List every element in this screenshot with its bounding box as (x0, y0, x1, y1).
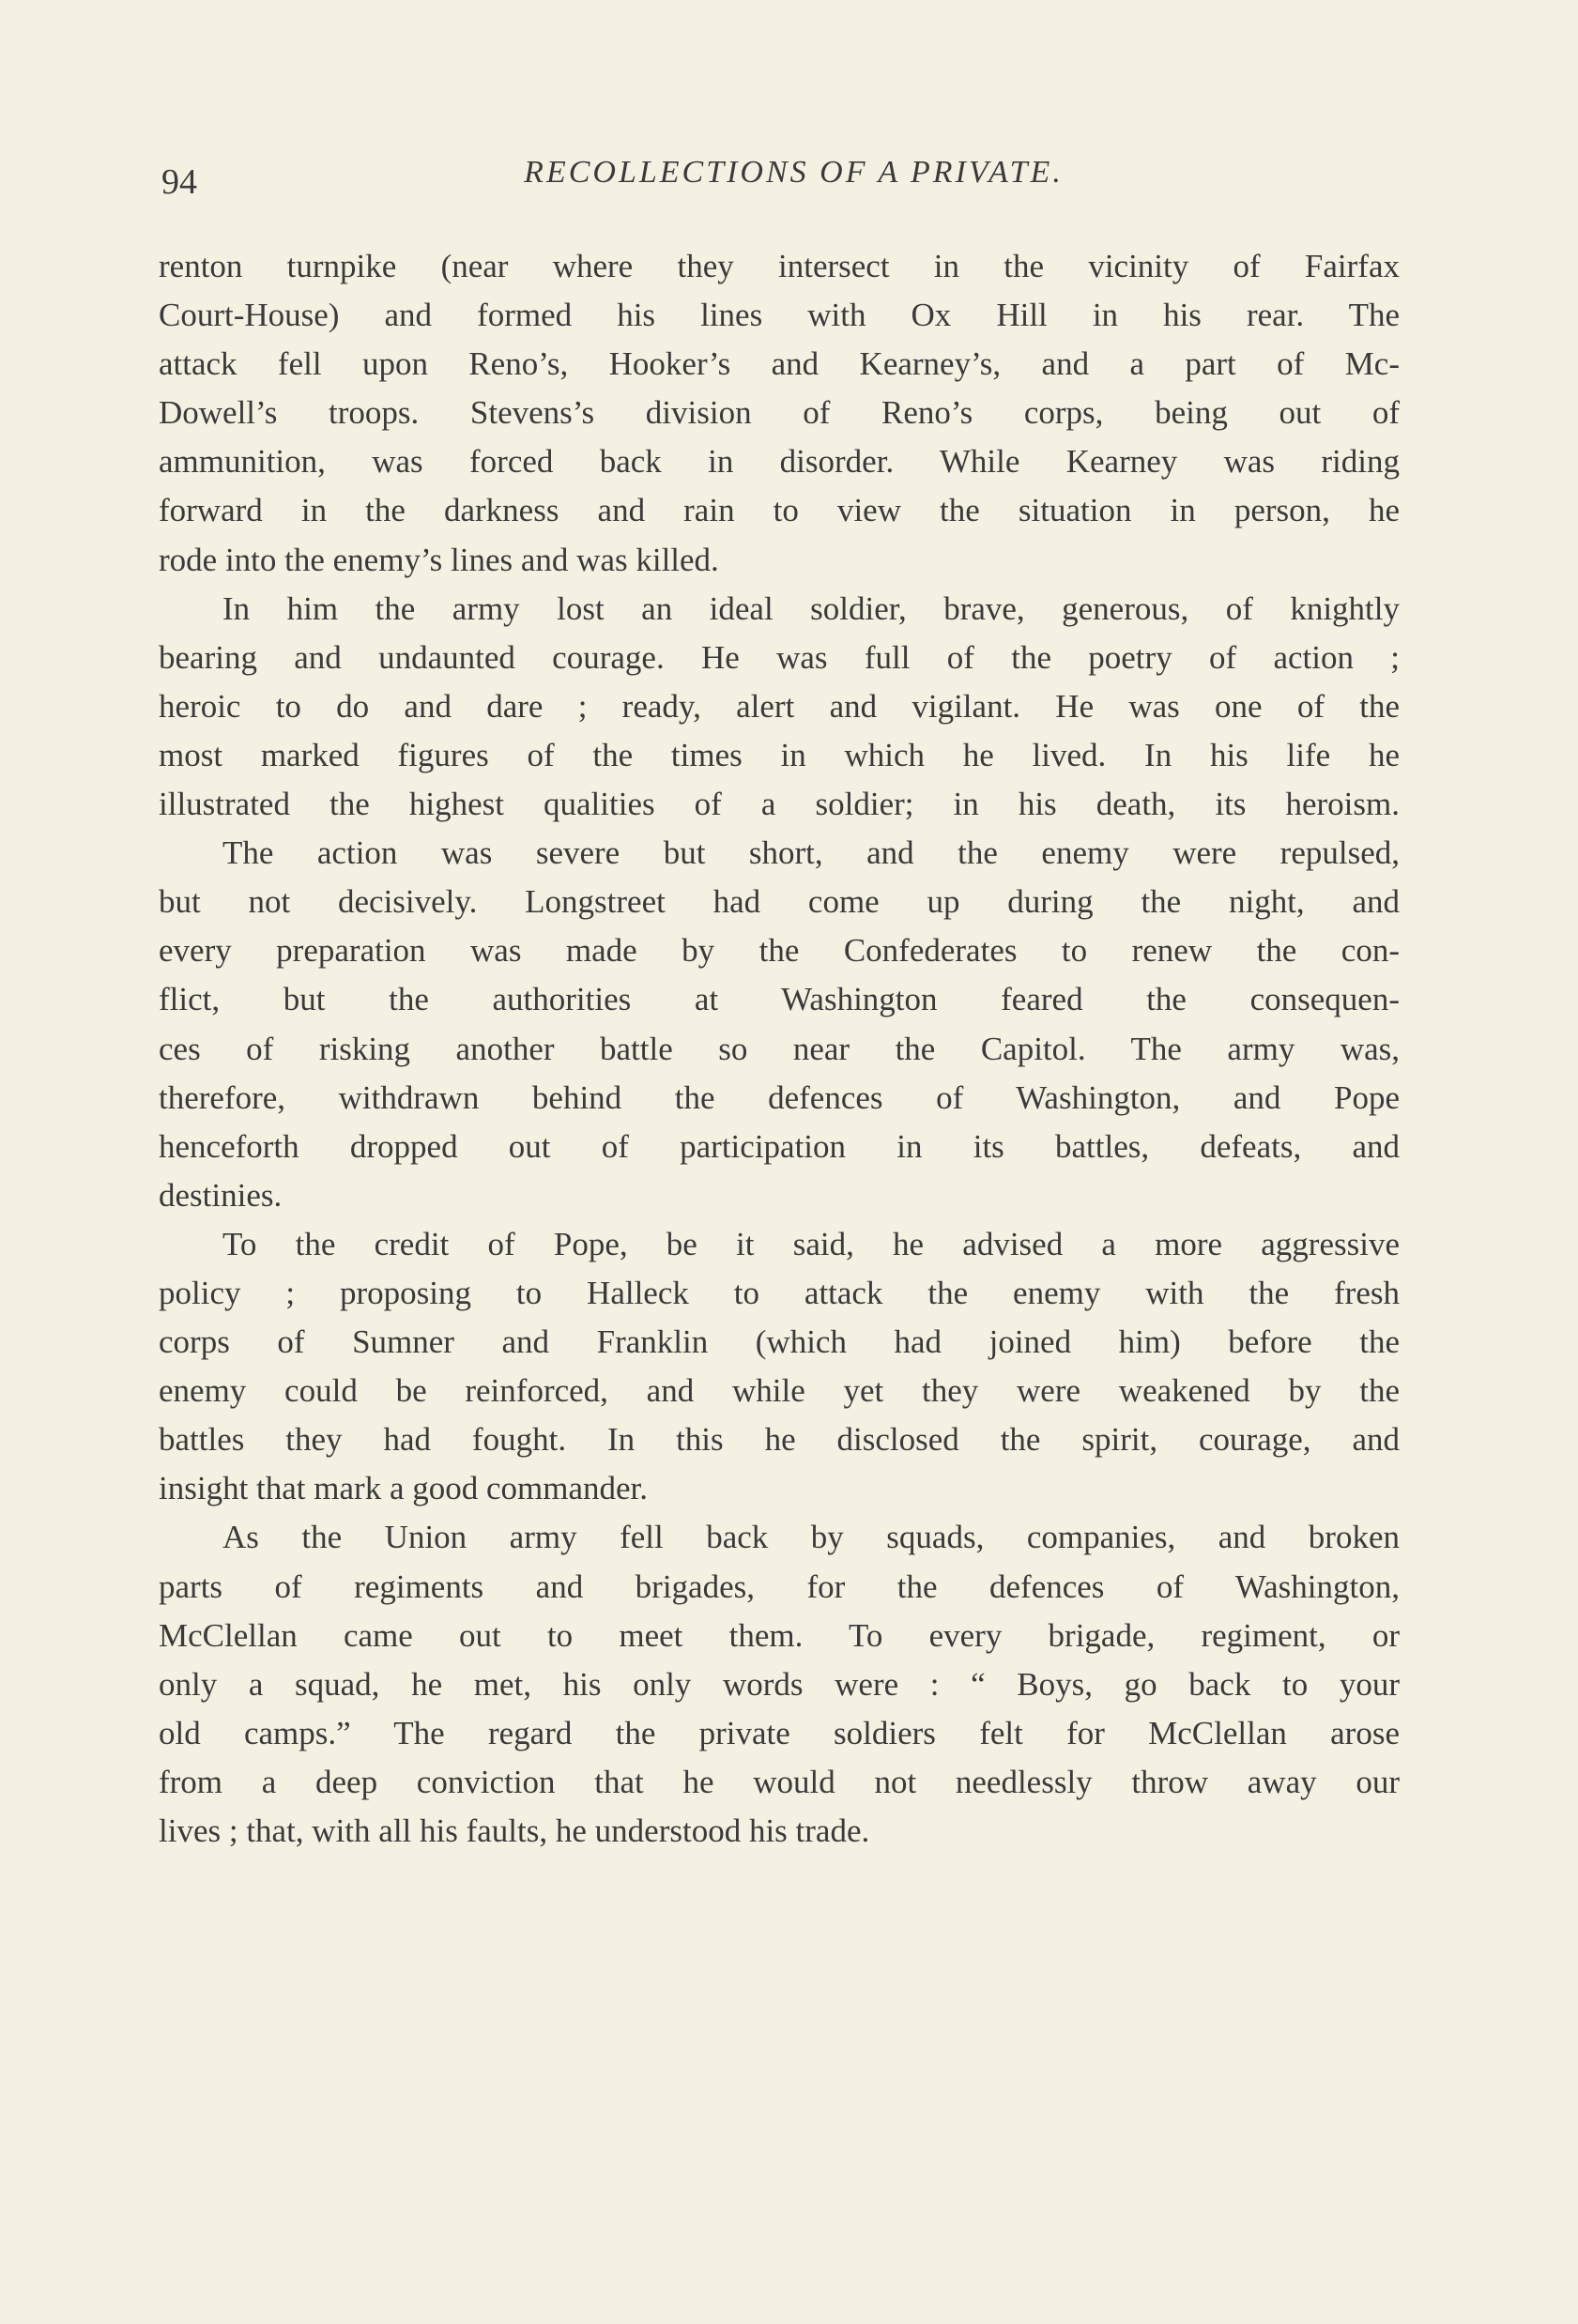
text-line: henceforth dropped out of participation in its battles, defeats, and (159, 1127, 1400, 1165)
text-line: As the Union army fell back by squads, companies, and broken (222, 1519, 1400, 1556)
text-line: every preparation was made by the Confederates to renew the con- (159, 932, 1400, 970)
text-line: Dowell’s troops. Stevens’s division of Reno’s corps, being out of (159, 394, 1400, 432)
text-line: The action was severe but short, and the enemy were repulsed, (222, 834, 1400, 872)
text-line: bearing and undaunted courage. He was full of the poetry of action ; (159, 638, 1400, 676)
text-line: ces of risking another battle so near the Capitol. The army was, (159, 1030, 1400, 1067)
text-line: attack fell upon Reno’s, Hooker’s and Kearney’s, and a part of Mc- (159, 345, 1400, 383)
text-line: policy ; proposing to Halleck to attack the enemy with the fresh (159, 1274, 1400, 1311)
text-line: but not decisively. Longstreet had come up during the night, and (159, 883, 1400, 921)
paragraph (159, 1220, 1400, 1514)
text-line: forward in the darkness and rain to view the situation in person, he (159, 492, 1400, 529)
text-line: destinies. (159, 1176, 283, 1214)
text-line: old camps.” The regard the private soldiers felt for McClellan arose (159, 1714, 1400, 1751)
text-line: therefore, withdrawn behind the defences of Washington, and Pope (159, 1078, 1400, 1116)
text-line: ammunition, was forced back in disorder. While Kearney was riding (159, 443, 1400, 481)
text-line: rode into the enemy’s lines and was killed. (159, 541, 719, 578)
text-line: lives ; that, with all his faults, he understood his trade. (159, 1812, 870, 1849)
text-line: battles they had fought. In this he disclosed the spirit, courage, and (159, 1421, 1400, 1459)
text-line: To the credit of Pope, be it said, he advised a more aggressive (222, 1225, 1400, 1262)
text-line: enemy could be reinforced, and while yet they were weakened by the (159, 1372, 1400, 1410)
text-line: heroic to do and dare ; ready, alert and vigilant. He was one of the (159, 687, 1400, 725)
text-line: Court-House) and formed his lines with Ox Hill in his rear. The (159, 297, 1400, 334)
text-line: corps of Sumner and Franklin (which had joined him) before the (159, 1323, 1400, 1361)
text-line: flict, but the authorities at Washington feared the consequen- (159, 981, 1400, 1018)
text-line: In him the army lost an ideal soldier, brave, generous, of knightly (222, 589, 1400, 627)
paragraph (159, 585, 1400, 829)
text-line: renton turnpike (near where they intersect in the vicinity of Fairfax (159, 248, 1400, 284)
text-line: insight that mark a good commander. (159, 1470, 649, 1507)
text-line: parts of regiments and brigades, for the defences of Washington, (159, 1567, 1400, 1605)
running-title: RECOLLECTIONS OF A PRIVATE. (524, 155, 1064, 190)
paragraph (159, 242, 1400, 585)
text-line: from a deep conviction that he would not needlessly throw away our (159, 1763, 1400, 1800)
paragraph (159, 829, 1400, 1220)
page-number: 94 (161, 162, 197, 202)
text-line: McClellan came out to meet them. To every brigade, regiment, or (159, 1616, 1400, 1654)
text-line: illustrated the highest qualities of a soldier; in his death, its heroism. (159, 786, 1400, 823)
text-line: only a squad, he met, his only words were : “ Boys, go back to your (159, 1665, 1400, 1703)
body-text (159, 242, 1400, 1856)
paragraph (159, 1513, 1400, 1856)
text-line: most marked figures of the times in which he lived. In his life he (159, 736, 1400, 773)
